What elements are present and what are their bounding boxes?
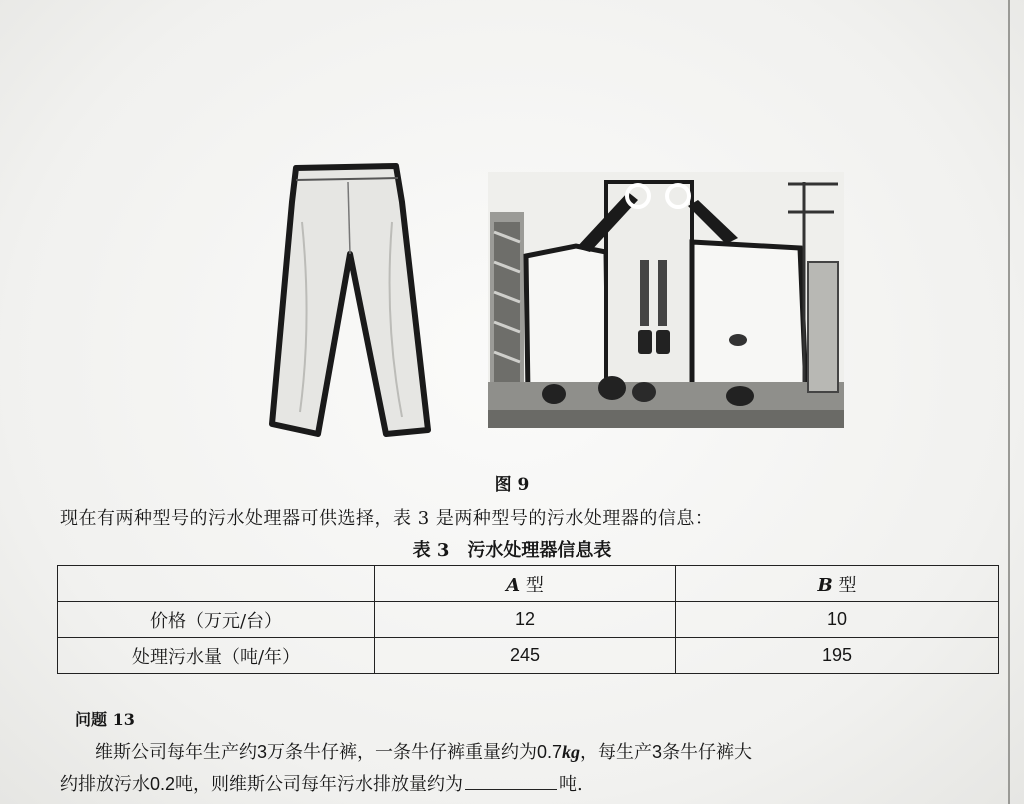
table-row-capacity: [58, 638, 999, 674]
table-title: 表 3 污水处理器信息表: [412, 540, 612, 561]
header-cell-empty: [58, 566, 375, 602]
q2-text-c: 吨.: [559, 774, 583, 795]
figure-caption: 图 9: [494, 475, 530, 495]
type-b-letter: B: [817, 574, 833, 596]
capacity-type-b: 195: [676, 638, 999, 674]
q1-unit-kg: kg: [562, 742, 581, 762]
capacity-type-a: 245: [375, 638, 676, 674]
question-text-line-2: [60, 770, 583, 796]
row-label-price: 价格（万元/台）: [58, 602, 375, 638]
type-a-letter: A: [506, 574, 521, 596]
intro-paragraph: 现在有两种型号的污水处理器可供选择，表 3 是两种型号的污水处理器的信息：: [60, 508, 714, 529]
page-edge-line: [1008, 0, 1010, 804]
table-row-price: [58, 602, 999, 638]
q2-num-sewage: 0.2: [150, 774, 176, 794]
header-cell-type-a: [375, 566, 676, 602]
type-b-suffix: 型: [838, 574, 857, 596]
sewage-plant-photo: [488, 172, 844, 428]
table-header-row: [58, 566, 999, 602]
info-table: [57, 565, 999, 674]
row-label-capacity: 处理污水量（吨/年）: [58, 638, 375, 674]
q2-text-b: 吨，则维斯公司每年污水排放量约为: [175, 774, 464, 795]
header-cell-type-b: [676, 566, 999, 602]
q1-text-d: 条牛仔裤大: [662, 742, 753, 763]
q1-text-b: 万条牛仔裤，一条牛仔裤重量约为: [267, 742, 538, 763]
price-type-a: 12: [375, 602, 676, 638]
q1-num-annual-output: 3: [257, 742, 268, 762]
q2-text-a: 约排放污水: [60, 774, 150, 795]
question-title: 问题 13: [75, 710, 135, 729]
price-type-b: 10: [676, 602, 999, 638]
q1-num-pieces: 3: [652, 742, 663, 762]
jeans-photo: [262, 162, 438, 444]
q1-text-a: 维斯公司每年生产约: [95, 742, 257, 763]
q1-text-c: ，每生产: [580, 742, 653, 763]
type-a-suffix: 型: [525, 574, 544, 596]
question-text-line-1: [95, 738, 752, 764]
answer-blank[interactable]: [465, 771, 557, 790]
q1-num-weight: 0.7: [537, 742, 563, 762]
